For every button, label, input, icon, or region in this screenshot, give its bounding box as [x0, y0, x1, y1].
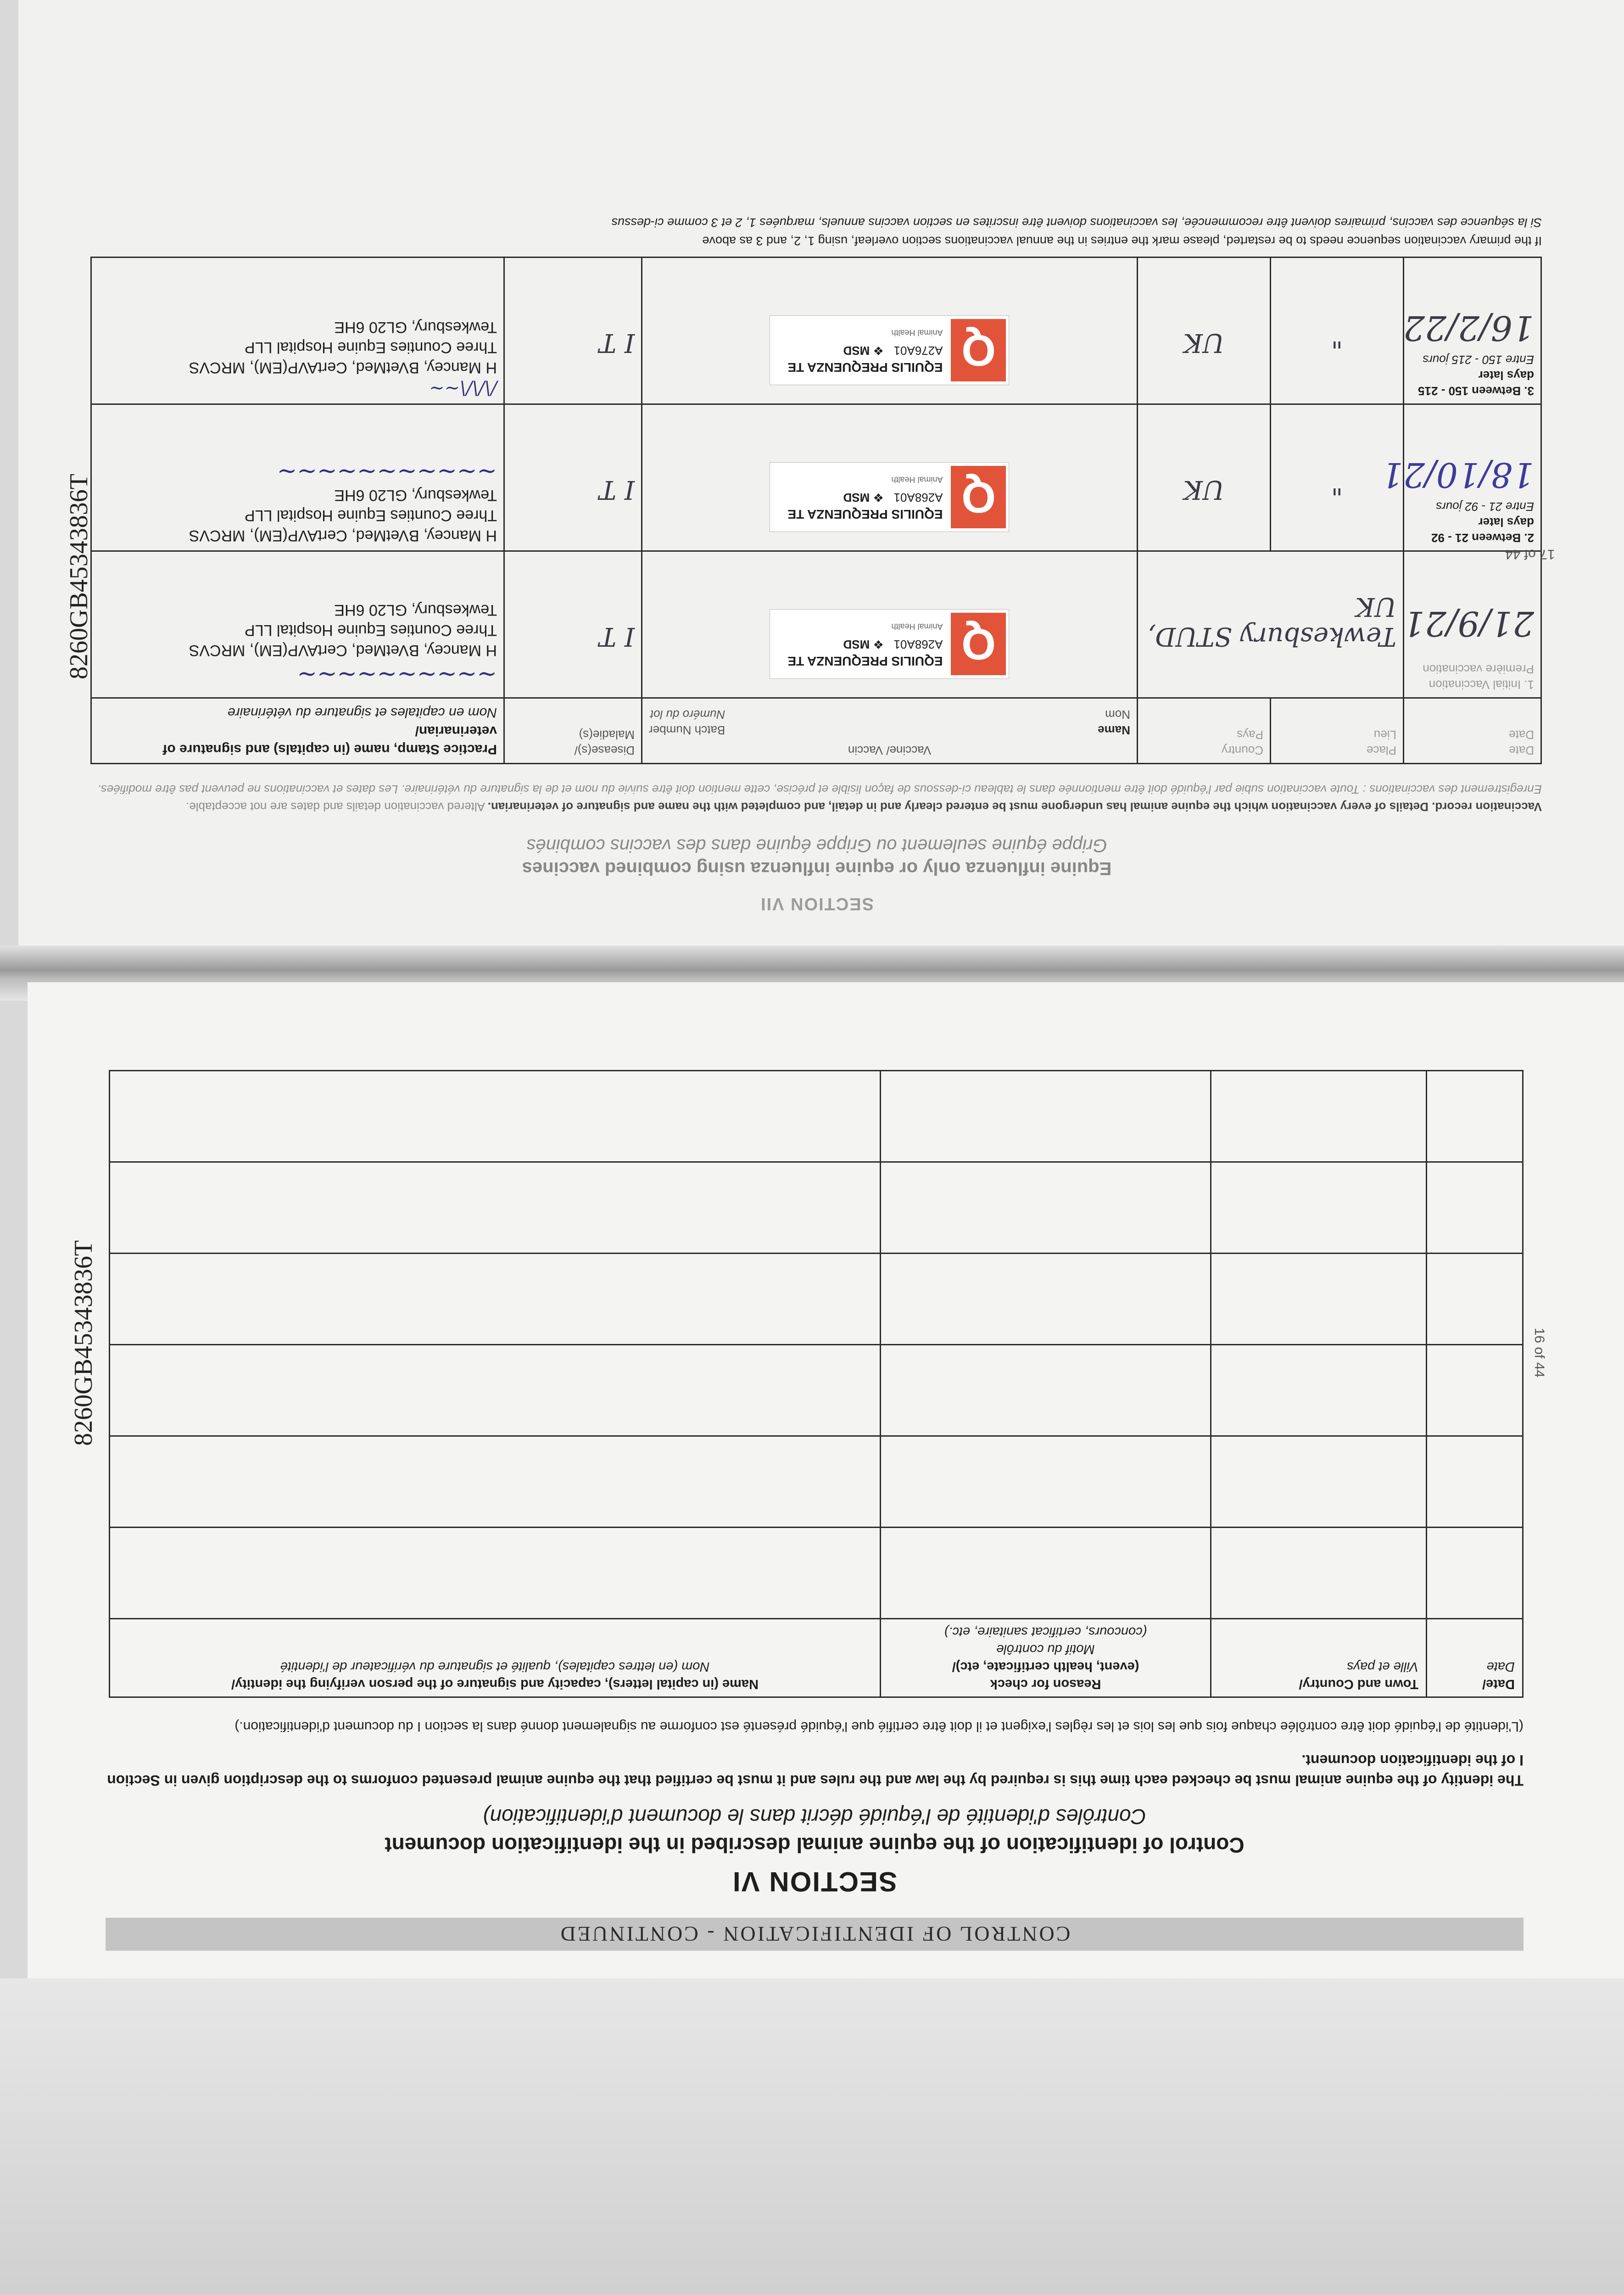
check-cell [881, 1071, 1211, 1162]
check-cell [110, 1254, 881, 1345]
equilis-q-logo: Q [951, 319, 1006, 381]
diseases-header: Disease(s)/ Maladie(s) [504, 698, 642, 764]
section-vi-intro-en: The identity of the equine animal must be checked each time this is required by the law and the rules and it must be certified that the equine animal presented conforms to the description given in Section I of the identification document. [107, 1752, 1524, 1789]
vaccination-row-3 [91, 257, 1541, 404]
check-cell [110, 1162, 881, 1254]
check-cell [110, 1436, 881, 1528]
row1-diseases [504, 551, 642, 698]
row1-vet-signature: ~~~~~~~~~~ [297, 661, 497, 688]
row2-diseases-value: I T [599, 475, 635, 504]
row2-vet-practice: Three Counties Equine Hospital LLP [245, 507, 497, 524]
check-cell [1211, 1162, 1427, 1254]
check-row-4 [110, 1254, 1523, 1345]
check-cell [1427, 1345, 1523, 1436]
check-row-1 [110, 1528, 1523, 1619]
check-row-6 [110, 1071, 1523, 1162]
date-header: Date Date [1404, 698, 1541, 764]
row1-vet-address: Tewkesbury, GL20 6HE [334, 601, 497, 619]
row1-date-value: 21/9/21 [1403, 604, 1534, 643]
check-name-header: Name (in capital letters), capacity and signature of the person verifying the identity/ Nom (en lettres capitales), qualité et signature du vérificateur de l'identité [110, 1619, 881, 1697]
control-banner: CONTROL OF IDENTIFICATION - CONTINUED [106, 1918, 1524, 1951]
section-vii-subtitle-en: Equine influenza only or equine influenza using combined vaccines [522, 858, 1112, 879]
page-number-17: 17 of 44 [1505, 547, 1555, 562]
row1-vaccine-name: EQUILIS PREQUENZA TE [787, 654, 943, 669]
check-date-header: Date/ Date [1427, 1619, 1523, 1697]
row3-vaccine-label [770, 315, 1010, 385]
row2-date-value: 18/10/21 [1381, 455, 1534, 494]
section-vi-intro-fr: (L'identité de l'équidé doit être contrôlée chaque fois que les lois et les règles l'exigent et il doit être certifié que l'équidé présenté est conforme au signalement donné dans la section I du document d'identification.) [234, 1719, 1524, 1734]
check-cell [1427, 1528, 1523, 1619]
row1-vaccine-label [770, 609, 1010, 679]
check-cell [881, 1528, 1211, 1619]
section-vii-vaccinations [92, 73, 1542, 932]
vaccine-header: Vaccine/ Vaccin Name Nom Batch Number Numéro du lot [642, 698, 1138, 764]
section-vi-subtitle-fr: Contrôles d'identité de l'équidé décrit dans le document d'identification) [483, 1805, 1146, 1829]
row1-vet [91, 551, 504, 698]
row2-diseases [504, 404, 642, 551]
check-cell [1211, 1071, 1427, 1162]
check-cell [110, 1528, 881, 1619]
check-cell [1211, 1436, 1427, 1528]
row2-batch: A268A01 [893, 491, 943, 505]
vaccination-table [90, 257, 1542, 764]
section-vi-subtitle: Control of identification of the equine animal described in the identification document [385, 1833, 1245, 1857]
row1-manufacturer-sub: Animal Health [891, 622, 943, 632]
row2-country-value: UK [1183, 475, 1225, 504]
row3-vet-signature: /\/\/\~~ [429, 378, 497, 399]
row3-place [1271, 257, 1404, 404]
vaccination-row-2 [91, 404, 1541, 551]
row3-manufacturer-sub: Animal Health [891, 328, 943, 338]
row2-date [1381, 404, 1541, 551]
row1-place-country [1138, 551, 1404, 698]
row1-vet-practice: Three Counties Equine Hospital LLP [245, 621, 497, 639]
section-vi-title: SECTION VI [731, 1866, 898, 1897]
vaccination-instructions-2: Altered vaccination details and dates are not acceptable. [186, 800, 485, 814]
identification-check-table [109, 1070, 1524, 1698]
row1-batch: A268A01 [893, 638, 943, 652]
row3-vet-stamp [98, 317, 497, 378]
msd-logo-icon: ❖ [873, 638, 884, 652]
vaccine-name-subheader: Name Nom [1098, 708, 1130, 737]
check-cell [1211, 1254, 1427, 1345]
section-vi-identification-control [106, 1005, 1524, 1951]
msd-logo-icon: ❖ [873, 344, 884, 358]
row2-vaccine [642, 404, 1138, 551]
row3-vaccine-name: EQUILIS PREQUENZA TE [787, 360, 943, 375]
row3-country [1138, 257, 1271, 404]
section-vii-subtitle [92, 834, 1542, 880]
document-id-lower: 8260GB45343836T [69, 1240, 98, 1446]
row1-vaccine [642, 551, 1138, 698]
row2-vet-stamp [98, 485, 497, 546]
check-cell [1211, 1345, 1427, 1436]
check-cell [1211, 1528, 1427, 1619]
check-cell [110, 1345, 881, 1436]
row2-country [1138, 404, 1271, 551]
row1-diseases-value: I T [599, 621, 635, 651]
section-vii-subtitle-fr: Grippe équine seulement ou Grippe équine dans des vaccins combinés [526, 835, 1107, 856]
check-reason-header: Reason for check (event, health certificate, etc)/ Motif du contrôle (concours, certificat sanitaire, etc.) [881, 1619, 1211, 1697]
row2-place-ditto: " [1331, 470, 1343, 500]
batch-subheader: Batch Number Numéro du lot [649, 708, 725, 737]
restart-footnote-fr: Si la séquence des vaccins, primaires doivent être recommencée, les vaccinations doivent être inscrites en section vaccins annuels, marquées 1, 2 et 3 comme ci-dessus [611, 216, 1542, 230]
row2-vet-name: H Mancey, BVetMed, CertAVP(EM), MRCVS [189, 527, 497, 544]
check-cell [1427, 1436, 1523, 1528]
row3-diseases-value: I T [599, 328, 635, 358]
check-cell [881, 1162, 1211, 1254]
check-town-header: Town and Country/ Ville et pays [1211, 1619, 1427, 1697]
check-header-row [110, 1619, 1523, 1697]
row1-date [1404, 551, 1541, 698]
row2-manufacturer-sub: Animal Health [891, 475, 943, 485]
page-number-16: 16 of 44 [1532, 1327, 1547, 1378]
row1-vet-name: H Mancey, BVetMed, CertAVP(EM), MRCVS [189, 642, 497, 659]
place-header: Place Lieu [1271, 698, 1404, 764]
row3-stage: 3. Between 150 - 215 days later Entre 150 - 215 jours [1418, 353, 1534, 398]
row3-diseases [504, 257, 642, 404]
equilis-q-logo: Q [951, 466, 1006, 528]
document-id-upper: 8260GB45343836T [65, 474, 93, 679]
row2-vet [91, 404, 504, 551]
check-cell [1427, 1254, 1523, 1345]
row3-batch: A276A01 [893, 344, 943, 358]
section-vi-intro [106, 1750, 1524, 1791]
row3-vet-address: Tewkesbury, GL20 6HE [334, 319, 497, 336]
msd-logo-icon: ❖ [873, 491, 884, 505]
check-cell [881, 1436, 1211, 1528]
row3-country-value: UK [1183, 328, 1225, 358]
check-cell [881, 1345, 1211, 1436]
row3-vaccine [642, 257, 1138, 404]
section-vii-title: SECTION VII [760, 894, 874, 913]
check-cell [1427, 1071, 1523, 1162]
row3-vet-name: H Mancey, BVetMed, CertAVP(EM), MRCVS [189, 359, 497, 376]
vaccination-header-row [91, 698, 1541, 764]
row1-stage: 1. Initial Vaccination Première vaccination [1423, 662, 1534, 692]
row3-vet-practice: Three Counties Equine Hospital LLP [245, 339, 497, 356]
check-row-5 [110, 1162, 1523, 1254]
row1-place-country-value: Tewkesbury STUD, UK [1148, 592, 1396, 651]
equilis-q-logo: Q [951, 613, 1006, 675]
row2-vet-signature: ~~~~~~~~~~~ [277, 458, 497, 485]
vaccination-instructions [92, 781, 1542, 816]
vaccination-row-1 [91, 551, 1541, 698]
row1-vet-stamp [98, 600, 497, 661]
check-row-3 [110, 1345, 1523, 1436]
vaccination-instructions-en: Vaccination record. Details of every vaccination which the equine animal has undergone must be entered clearly and in detail, and completed with the name and signature of veterinarian. [487, 800, 1542, 814]
vet-header: Practice Stamp, name (in capitals) and signature of veterinarian/ Nom en capitales et signature du vétérinaire [91, 698, 504, 764]
row3-vet [91, 257, 504, 404]
row2-vaccine-name: EQUILIS PREQUENZA TE [787, 507, 943, 522]
row2-vaccine-label [770, 462, 1010, 532]
check-cell [1427, 1162, 1523, 1254]
row3-place-ditto: " [1331, 323, 1343, 353]
row2-vet-address: Tewkesbury, GL20 6HE [334, 487, 497, 504]
vaccination-instructions-fr: Enregistrement des vaccinations : Toute vaccination subie par l'équidé doit être mentionnée dans le tableau ci-dessous de façon lisible et précise, cette mention doit être suivie du nom et de la signature du vétérinaire. Les dates et vaccinations ne peuvent pas être modifiées. [97, 783, 1542, 796]
row3-date-value: 16/2/22 [1403, 308, 1534, 347]
row2-stage: 2. Between 21 - 92 days later Entre 21 - 92 jours [1431, 500, 1534, 545]
row3-manufacturer: MSD [843, 344, 870, 358]
row3-date [1404, 257, 1541, 404]
scanner-bed [0, 1978, 1624, 2295]
row1-manufacturer: MSD [843, 638, 870, 652]
check-cell [110, 1071, 881, 1162]
check-row-2 [110, 1436, 1523, 1528]
restart-footnote: If the primary vaccination sequence needs to be restarted, please mark the entries in the annual vaccinations section overleaf, using 1, 2, and 3 as above [702, 234, 1542, 248]
row2-manufacturer: MSD [843, 491, 870, 505]
country-header: Country Pays [1138, 698, 1271, 764]
check-cell [881, 1254, 1211, 1345]
